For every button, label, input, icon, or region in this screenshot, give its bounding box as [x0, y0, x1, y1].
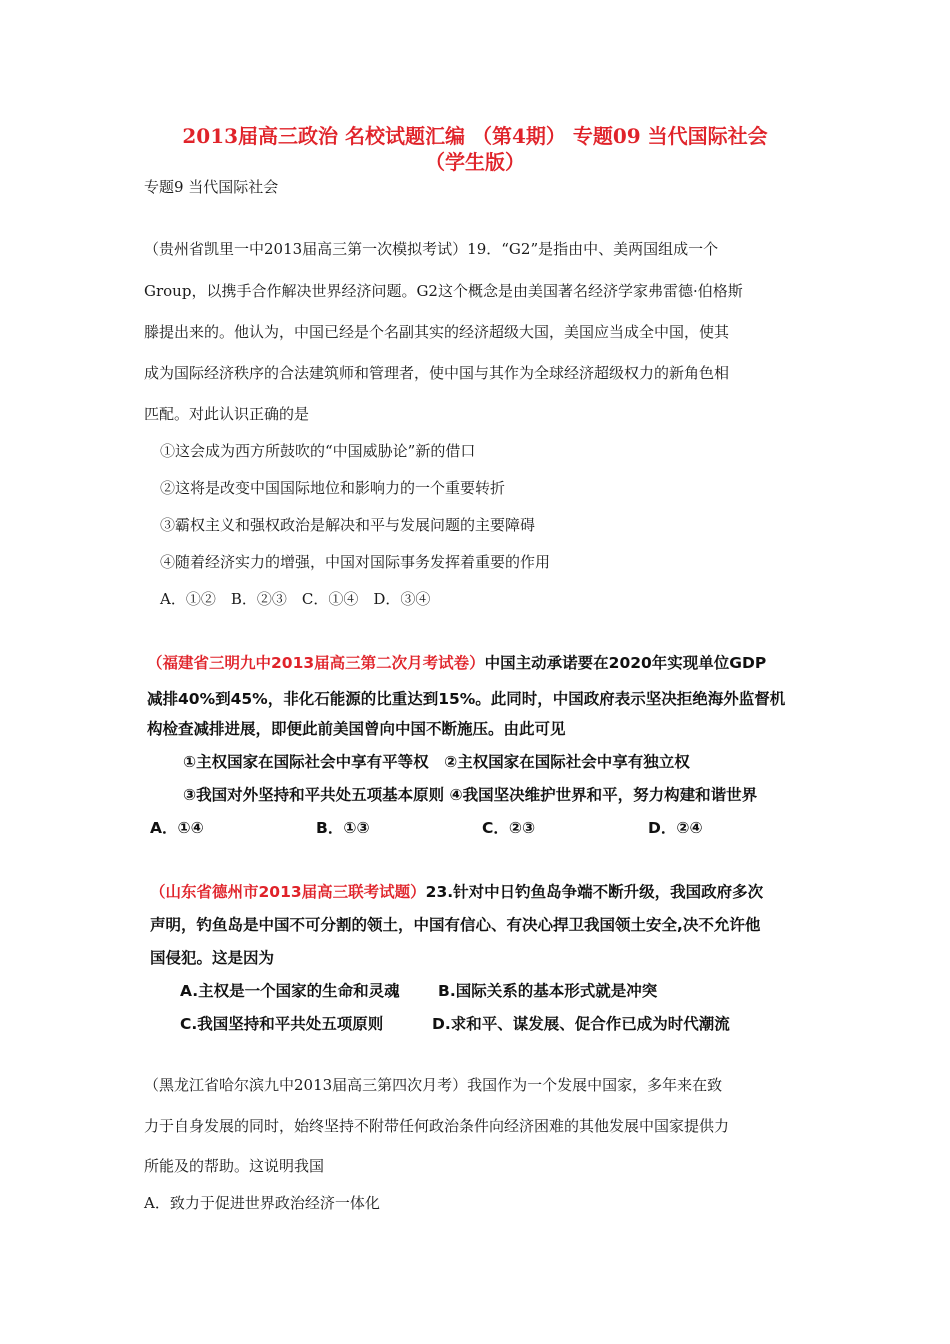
q3-option-a: A.主权是一个国家的生命和灵魂 — [180, 982, 400, 1000]
q2-option-row: ③我国对外坚持和平共处五项基本原则 ④我国坚决维护世界和平，努力构建和谐世界 — [183, 786, 758, 804]
q2-stem-line: 构检查减排进展，即便此前美国曾向中国不断施压。由此可见 — [147, 720, 566, 738]
q1-option: ④随着经济实力的增强，中国对国际事务发挥着重要的作用 — [160, 553, 551, 571]
q2-source: （福建省三明九中2013届高三第二次月考试卷） — [147, 654, 485, 672]
q3-stem-line: 声明，钓鱼岛是中国不可分割的领土，中国有信心、有决心捍卫我国领土安全,决不允许他 — [150, 916, 761, 934]
q2-option-row: ①主权国家在国际社会中享有平等权 ②主权国家在国际社会中享有独立权 — [183, 753, 690, 771]
q1-stem-line: （贵州省凯里一中2013届高三第一次模拟考试）19．“G2”是指由中、美两国组成一个 — [144, 240, 719, 258]
document-title-edition: （学生版） — [425, 150, 525, 174]
q4-stem-line: 所能及的帮助。这说明我国 — [144, 1157, 325, 1175]
q3-option-c: C.我国坚持和平共处五项原则 — [180, 1015, 384, 1033]
q2-answer-a: A．①④ — [150, 819, 204, 837]
q3-stem-line: 国侵犯。这是因为 — [150, 949, 275, 967]
q2-answer-b: B．①③ — [316, 819, 370, 837]
q4-stem-line: 力于自身发展的同时，始终坚持不附带任何政治条件向经济困难的其他发展中国家提供力 — [144, 1117, 730, 1135]
q2-stem-line: 减排40%到45%，非化石能源的比重达到15%。此同时，中国政府表示坚决拒绝海外监督机 — [147, 690, 786, 708]
q1-stem-line: 滕提出来的。他认为，中国已经是个名副其实的经济超级大国，美国应当成全中国，使其 — [144, 323, 730, 341]
q1-stem-line: 匹配。对此认识正确的是 — [144, 405, 310, 423]
q4-stem-line: （黑龙江省哈尔滨九中2013届高三第四次月考）我国作为一个发展中国家，多年来在致 — [144, 1076, 723, 1094]
q1-answer-choices: A．①② B．②③ C．①④ D．③④ — [160, 590, 431, 608]
q2-stem-line — [147, 651, 766, 673]
q1-stem-line: 成为国际经济秩序的合法建筑师和管理者，使中国与其作为全球经济超级权力的新角色相 — [144, 364, 730, 382]
q3-option-b: B.国际关系的基本形式就是冲突 — [438, 982, 658, 1000]
q1-option: ③霸权主义和强权政治是解决和平与发展问题的主要障碍 — [160, 516, 536, 534]
q1-option: ①这会成为西方所鼓吹的“中国威胁论”新的借口 — [160, 442, 476, 460]
q1-option: ②这将是改变中国国际地位和影响力的一个重要转折 — [160, 479, 506, 497]
q4-option-a: A．致力于促进世界政治经济一体化 — [144, 1194, 380, 1212]
q3-stem-line — [150, 880, 763, 902]
document-title: 2013届高三政治 名校试题汇编 （第4期） 专题09 当代国际社会 — [182, 124, 768, 148]
q3-source: （山东省德州市2013届高三联考试题） — [150, 883, 426, 901]
q2-answer-c: C．②③ — [482, 819, 536, 837]
q1-stem-line: Group，以携手合作解决世界经济问题。G2这个概念是由美国著名经济学家弗雷德·伯格斯 — [144, 282, 743, 300]
section-subtitle: 专题9 当代国际社会 — [144, 178, 279, 196]
q2-stem-text: 中国主动承诺要在2020年实现单位GDP — [484, 654, 767, 672]
q3-option-d: D.求和平、谋发展、促合作已成为时代潮流 — [432, 1015, 730, 1033]
q2-answer-d: D．②④ — [648, 819, 703, 837]
q3-stem-text: 23.针对中日钓鱼岛争端不断升级，我国政府多次 — [425, 883, 764, 901]
